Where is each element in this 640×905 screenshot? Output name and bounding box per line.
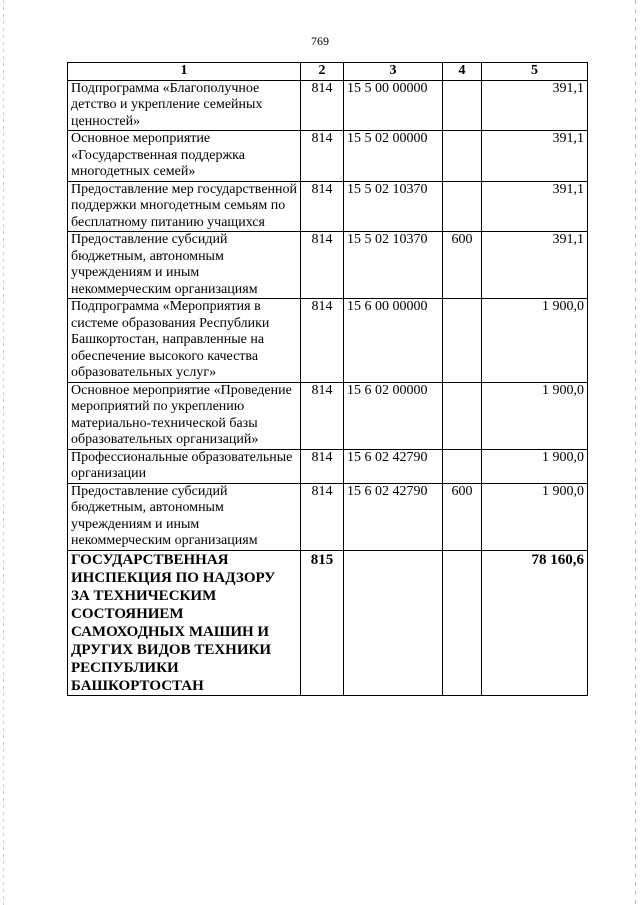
cell-name: Предоставление субсидий бюджетным, автономным учреждениям и иным некоммерческим организациям — [68, 232, 301, 299]
scan-edge-left — [3, 0, 4, 905]
cell-kvr — [443, 299, 482, 383]
cell-kcsr: 15 5 02 10370 — [344, 181, 443, 232]
column-header: 4 — [443, 63, 482, 81]
table-row — [68, 181, 588, 232]
cell-code: 814 — [301, 382, 344, 449]
cell-amount: 391,1 — [482, 181, 588, 232]
table-row — [68, 449, 588, 483]
cell-kcsr: 15 6 02 00000 — [344, 382, 443, 449]
cell-name: Предоставление мер государственной поддержки многодетным семьям по бесплатному питанию учащихся — [68, 181, 301, 232]
cell-kvr — [443, 550, 482, 695]
cell-kvr — [443, 131, 482, 182]
cell-amount: 391,1 — [482, 80, 588, 131]
cell-amount: 391,1 — [482, 232, 588, 299]
cell-name: Предоставление субсидий бюджетным, автономным учреждениям и иным некоммерческим организациям — [68, 483, 301, 550]
cell-kcsr — [344, 550, 443, 695]
cell-amount: 78 160,6 — [482, 550, 588, 695]
table-row — [68, 232, 588, 299]
cell-amount: 1 900,0 — [482, 483, 588, 550]
page-number: 769 — [311, 34, 329, 48]
table-row — [68, 131, 588, 182]
cell-kcsr: 15 6 02 42790 — [344, 449, 443, 483]
cell-kvr — [443, 181, 482, 232]
cell-kvr — [443, 80, 482, 131]
column-header: 5 — [482, 63, 588, 81]
table-row — [68, 80, 588, 131]
cell-amount: 1 900,0 — [482, 449, 588, 483]
column-header: 3 — [344, 63, 443, 81]
cell-kvr: 600 — [443, 232, 482, 299]
cell-amount: 391,1 — [482, 131, 588, 182]
table-row — [68, 382, 588, 449]
table-row — [68, 550, 588, 695]
cell-kcsr: 15 5 02 10370 — [344, 232, 443, 299]
cell-code: 814 — [301, 449, 344, 483]
cell-code: 814 — [301, 181, 344, 232]
cell-kvr — [443, 449, 482, 483]
cell-kcsr: 15 6 02 42790 — [344, 483, 443, 550]
cell-kcsr: 15 5 02 00000 — [344, 131, 443, 182]
cell-amount: 1 900,0 — [482, 382, 588, 449]
cell-name: Профессиональные образовательные организации — [68, 449, 301, 483]
cell-amount: 1 900,0 — [482, 299, 588, 383]
cell-name: Основное мероприятие «Проведение мероприятий по укреплению материально-технической базы образовательных организаций» — [68, 382, 301, 449]
table-row — [68, 483, 588, 550]
column-header: 2 — [301, 63, 344, 81]
cell-name: Подпрограмма «Благополучное детство и укрепление семейных ценностей» — [68, 80, 301, 131]
column-header: 1 — [68, 63, 301, 81]
cell-code: 814 — [301, 131, 344, 182]
cell-code: 815 — [301, 550, 344, 695]
scan-edge-right — [635, 0, 636, 905]
cell-code: 814 — [301, 483, 344, 550]
table-row — [68, 299, 588, 383]
table-body — [68, 80, 588, 695]
cell-code: 814 — [301, 232, 344, 299]
cell-name: Подпрограмма «Мероприятия в системе образования Республики Башкортостан, направленные на обеспечение высокого качества образовательных услуг» — [68, 299, 301, 383]
cell-name: ГОСУДАРСТВЕННАЯ ИНСПЕКЦИЯ ПО НАДЗОРУ ЗА ТЕХНИЧЕСКИМ СОСТОЯНИЕМ САМОХОДНЫХ МАШИН И ДРУГИХ ВИДОВ ТЕХНИКИ РЕСПУБЛИКИ БАШКОРТОСТАН — [68, 550, 301, 695]
cell-code: 814 — [301, 299, 344, 383]
budget-table — [67, 62, 588, 696]
cell-code: 814 — [301, 80, 344, 131]
cell-kcsr: 15 5 00 00000 — [344, 80, 443, 131]
cell-kcsr: 15 6 00 00000 — [344, 299, 443, 383]
table-header-row — [68, 63, 588, 81]
cell-kvr — [443, 382, 482, 449]
cell-name: Основное мероприятие «Государственная поддержка многодетных семей» — [68, 131, 301, 182]
cell-kvr: 600 — [443, 483, 482, 550]
